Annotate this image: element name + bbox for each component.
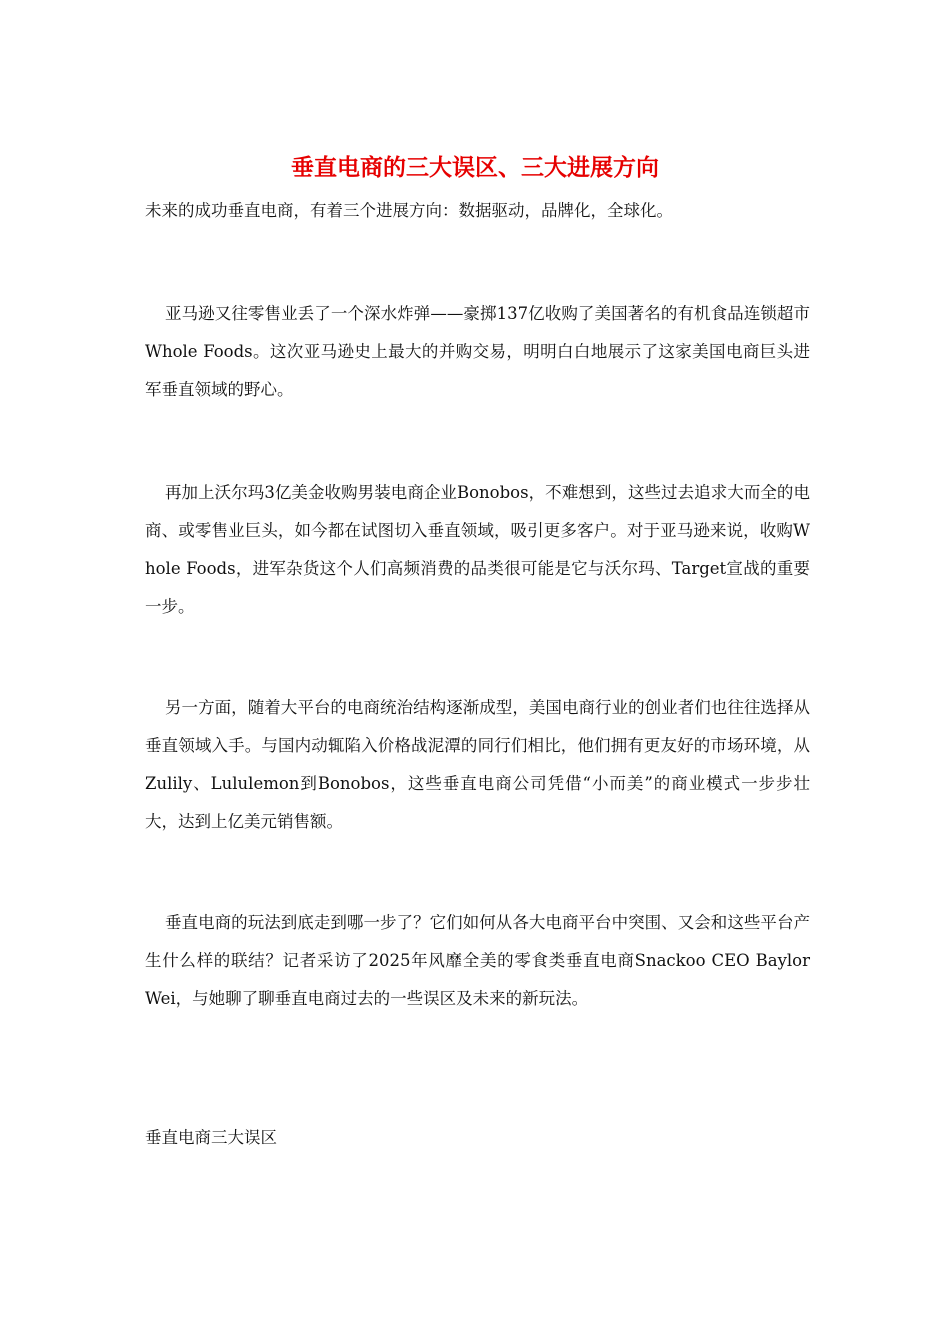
paragraph-interview-intro: 垂直电商的玩法到底走到哪一步了？它们如何从各大电商平台中突围、又会和这些平台产生什么样的联结？记者采访了2025年风靡全美的零食类垂直电商Snackoo CEO Baylor Wei，与她聊了聊垂直电商过去的一些误区及未来的新玩法。 xyxy=(145,913,810,1008)
paragraph-vertical-startups: 另一方面，随着大平台的电商统治结构逐渐成型，美国电商行业的创业者们也往往选择从垂直领域入手。与国内动辄陷入价格战泥潭的同行们相比，他们拥有更友好的市场环境，从Zulily、Lululemon到Bonobos，这些垂直电商公司凭借“小而美”的商业模式一步步壮大，达到上亿美元销售额。 xyxy=(145,698,810,831)
document-subtitle: 未来的成功垂直电商，有着三个进展方向：数据驱动，品牌化，全球化。 xyxy=(145,201,673,220)
document-title: 垂直电商的三大误区、三大进展方向 xyxy=(291,155,659,181)
paragraph-amazon-acquisition: 亚马逊又往零售业丢了一个深水炸弹——豪掷137亿收购了美国著名的有机食品连锁超市Whole Foods。这次亚马逊史上最大的并购交易，明明白白地展示了这家美国电商巨头进军垂直领域的野心。 xyxy=(145,304,810,399)
paragraph-walmart-bonobos: 再加上沃尔玛3亿美金收购男装电商企业Bonobos，不难想到，这些过去追求大而全的电商、或零售业巨头，如今都在试图切入垂直领域，吸引更多客户。对于亚马逊来说，收购Whole Foods，进军杂货这个人们高频消费的品类很可能是它与沃尔玛、Target宣战的重要一步。 xyxy=(145,483,810,616)
section-heading: 垂直电商三大误区 xyxy=(145,1128,277,1147)
